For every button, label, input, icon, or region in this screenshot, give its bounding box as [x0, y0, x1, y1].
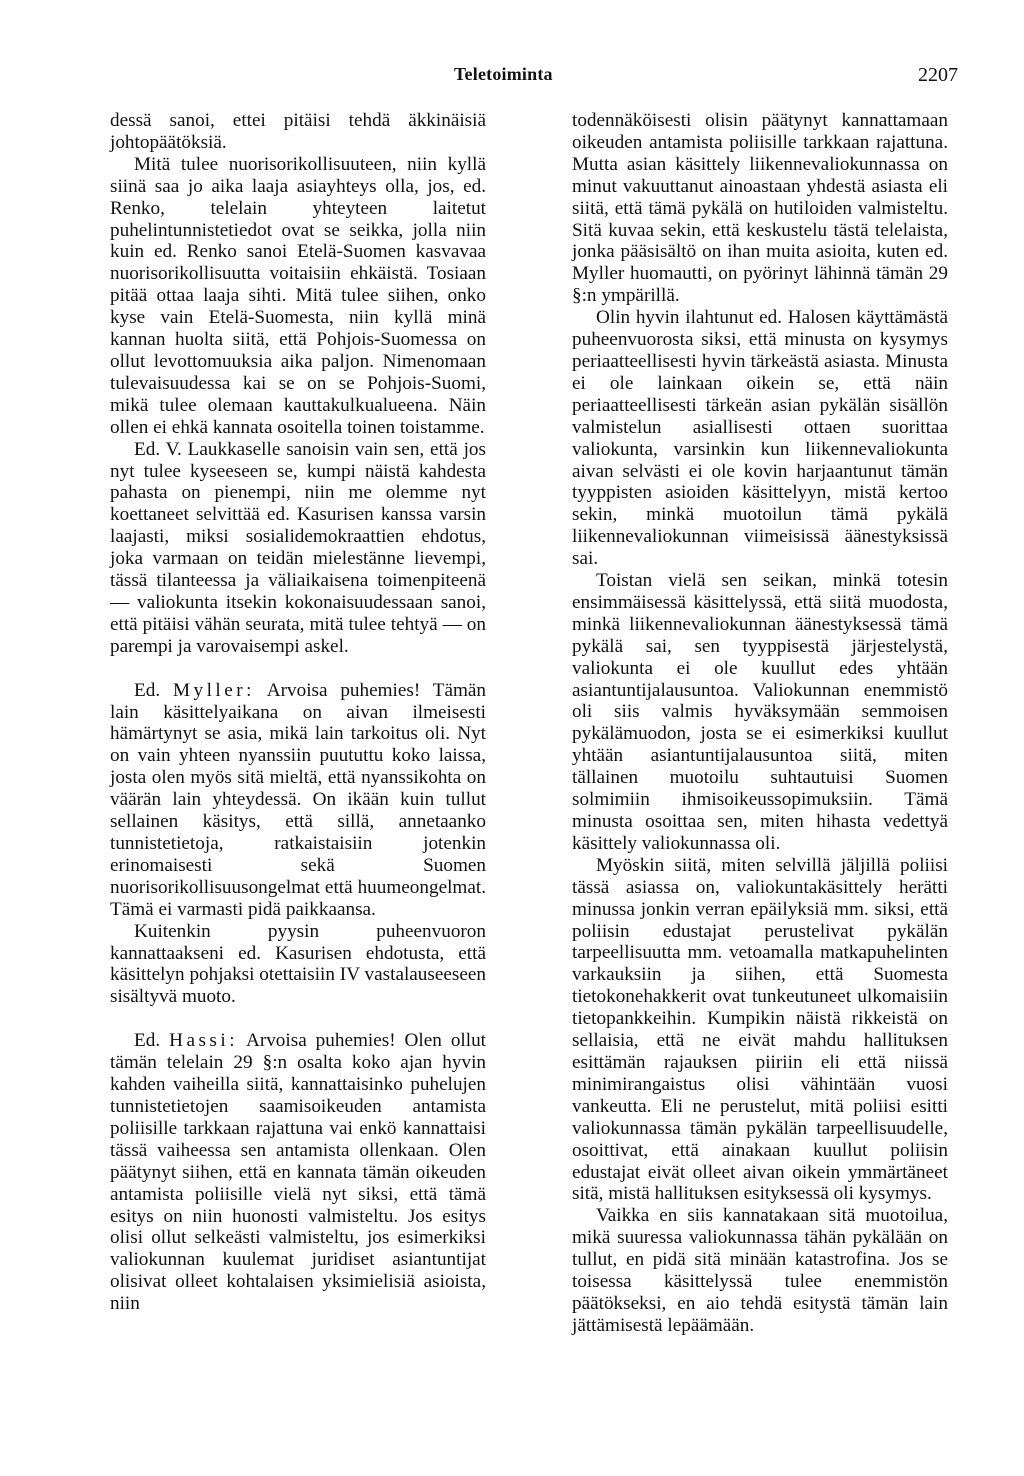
page-number: 2207 [918, 64, 958, 86]
paragraph: Ed. V. Laukkaselle sanoisin vain sen, että jos nyt tulee kyseeseen se, kumpi näistä kahdesta pahasta on pienempi, niin me olemme nyt koettaneet selvittää ed. Kasurisen kanssa varsin laajasti, miksi sosialidemokraattien ehdotus, joka varmaan on teidän mielestänne lievempi, tässä tilanteessa ja väliaikaisena toimenpiteenä — valiokunta itsekin kokonaisuudessaan sanoi, että pitäisi vähän seurata, mitä tulee tehtyä — on parempi ja varovaisempi askel. [110, 438, 486, 657]
paragraph: Myöskin siitä, miten selvillä jäljillä poliisi tässä asiassa on, valiokuntakäsittely herätti minussa jonkin verran epäilyksiä mm. siksi, että poliisin edustajat perustelivat pykälän tarpeellisuutta mm. vetoamalla matkapuhelinten varkauksiin ja siihen, että Suomesta tietokonehakkerit ovat tunkeutuneet ulkomaisiin tietopankkeihin. Kumpikin näistä rikkeistä on sellaisia, että ne eivät mahdu hallituksen esittämän rajauksen piiriin eli että niissä minimirangaistus olisi vähintään vuosi vankeutta. Eli ne perustelut, mitä poliisi esitti valiokunnassa tämän pykälän tarpeellisuudelle, osoittivat, että ainakaan kuullut poliisin edustajat eivät olleet aivan oikein ymmärtäneet sitä, mistä hallituksen esityksessä oli kysymys. [572, 854, 948, 1205]
speaker-name: Myller: [172, 679, 255, 701]
speech-prefix: Ed. [134, 679, 161, 701]
speaker-name: Hassi: [169, 1030, 239, 1052]
speech-hassi [110, 1030, 486, 1315]
speech-text: Arvoisa puhemies! Olen ollut tämän telelain 29 §:n osalta koko ajan hyvin kahden vaiheilla siitä, kannattaisinko puhelujen tunnistetietojen saamisoikeuden antamista poliisille tarkkaan rajattuna vai enkö kannattaisi tässä vaiheessa sen antamista ollenkaan. Olen päätynyt siihen, että en kannata tämän oikeuden antamista poliisille vielä nyt siksi, että tämä esitys on niin huonosti valmisteltu. Jos esitys olisi ollut selkeästi valmisteltu, jos esimerkiksi valiokunnan kuulemat juridiset asiantuntijat olisivat olleet kohtalaisen yksimielisiä asioista, niin [110, 1030, 486, 1315]
paragraph: Olin hyvin ilahtunut ed. Halosen käyttämästä puheenvuorosta siksi, että minusta on kysymys periaatteellisesti hyvin tärkeästä asiasta. Minusta ei ole lainkaan oikein se, että näin periaatteellisesti tärkeän asian pykälän sisällön valmistelun asiallisesti ottaen suorittaa valiokunta, varsinkin kun liikennevaliokunta aivan selvästi ei ole kovin harjaantunut tämän tyyppisten asioiden käsittelyyn, mistä kertoo sekin, minkä muotoilun tämä pykälä liikennevaliokunnan viimeisissä äänestyksissä sai. [572, 307, 948, 570]
running-header [0, 64, 1024, 92]
speech-myller [110, 680, 486, 921]
paragraph: Toistan vielä sen seikan, minkä totesin ensimmäisessä käsittelyssä, että siitä muodosta, minkä liikennevaliokunnan äänestyksessä tämä pykälä sai, sen tyyppisestä järjestelystä, valiokunta ei ole kuullut edes yhtään asiantuntijalausuntoa. Valiokunnan enemmistö oli siis valmis hyväksymään semmoisen pykälämuodon, josta se ei esimerkiksi kuullut yhtään asiantuntijalausuntoa siitä, miten tällainen muotoilu suhtautuisi Suomen solmimiin ihmisoikeussopimuksiin. Tämä minusta osoittaa sen, miten hihasta vedettyä käsittely valiokunnassa oli. [572, 570, 948, 854]
left-column [110, 110, 486, 1315]
paragraph: Vaikka en siis kannatakaan sitä muotoilua, mikä suuressa valiokunnassa tähän pykälään on tullut, en pidä sitä minään katastrofina. Jos se toisessa käsittelyssä tulee enemmistön päätökseksi, en aio tehdä esitystä tämän lain jättämisestä lepäämään. [572, 1205, 948, 1336]
paragraph: Mitä tulee nuorisorikollisuuteen, niin kyllä siinä saa jo aika laaja asiayhteys olla, jos, ed. Renko, telelain yhteyteen laitetut puhelintunnistetiedot ovat se seikka, jolla niin kuin ed. Renko sanoi Etelä-Suomen kasvavaa nuorisorikollisuutta voitaisiin ehkäistä. Tosiaan pitää ottaa laaja sihti. Mitä tulee siihen, onko kyse vain Etelä-Suomesta, niin kyllä minä kannan huolta siitä, että Pohjois-Suomessa on ollut levottomuuksia aika paljon. Nimenomaan tulevaisuudessa kai se on se Pohjois-Suomi, mikä tulee olemaan kauttakulkualueena. Näin ollen ei ehkä kannata osoitella toinen toistamme. [110, 153, 486, 438]
right-column [572, 110, 948, 1337]
running-title: Teletoiminta [454, 64, 553, 84]
speech-prefix: Ed. [134, 1030, 161, 1052]
paragraph: Kuitenkin pyysin puheenvuoron kannattaakseni ed. Kasurisen ehdotusta, että käsittelyn pohjaksi otettaisiin IV vastalauseeseen sisältyvä muoto. [110, 920, 486, 1008]
paragraph: todennäköisesti olisin päätynyt kannattamaan oikeuden antamista poliisille tarkkaan rajattuna. Mutta asian käsittely liikennevaliokunnassa on minut vakuuttanut ainoastaan yhdestä asiasta eli siitä, että tämä pykälä on hutiloiden valmisteltu. Sitä kuvaa sekin, että keskustelu tästä telelaista, jonka pääsisältö on ihan muita asioita, kuten ed. Myller huomautti, on pyörinyt lähinnä tämän 29 §:n ympärillä. [572, 110, 948, 307]
speech-text: Arvoisa puhemies! Tämän lain käsittelyaikana on aivan ilmeisesti hämärtynyt se asia, mikä lain tarkoitus oli. Nyt on vain yhteen nyanssiin puututtu koko laissa, josta olen myös sitä mieltä, että nyanssikohta on väärän lain yhteydessä. On ikään kuin tullut sellainen käsitys, että sillä, annetaanko tunnistetietoja, ratkaistaisiin jotenkin erinomaisesti sekä Suomen nuorisorikollisuusongelmat että huumeongelmat. Tämä ei varmasti pidä paikkaansa. [110, 679, 486, 920]
paragraph: dessä sanoi, ettei pitäisi tehdä äkkinäisiä johtopäätöksiä. [110, 110, 486, 153]
